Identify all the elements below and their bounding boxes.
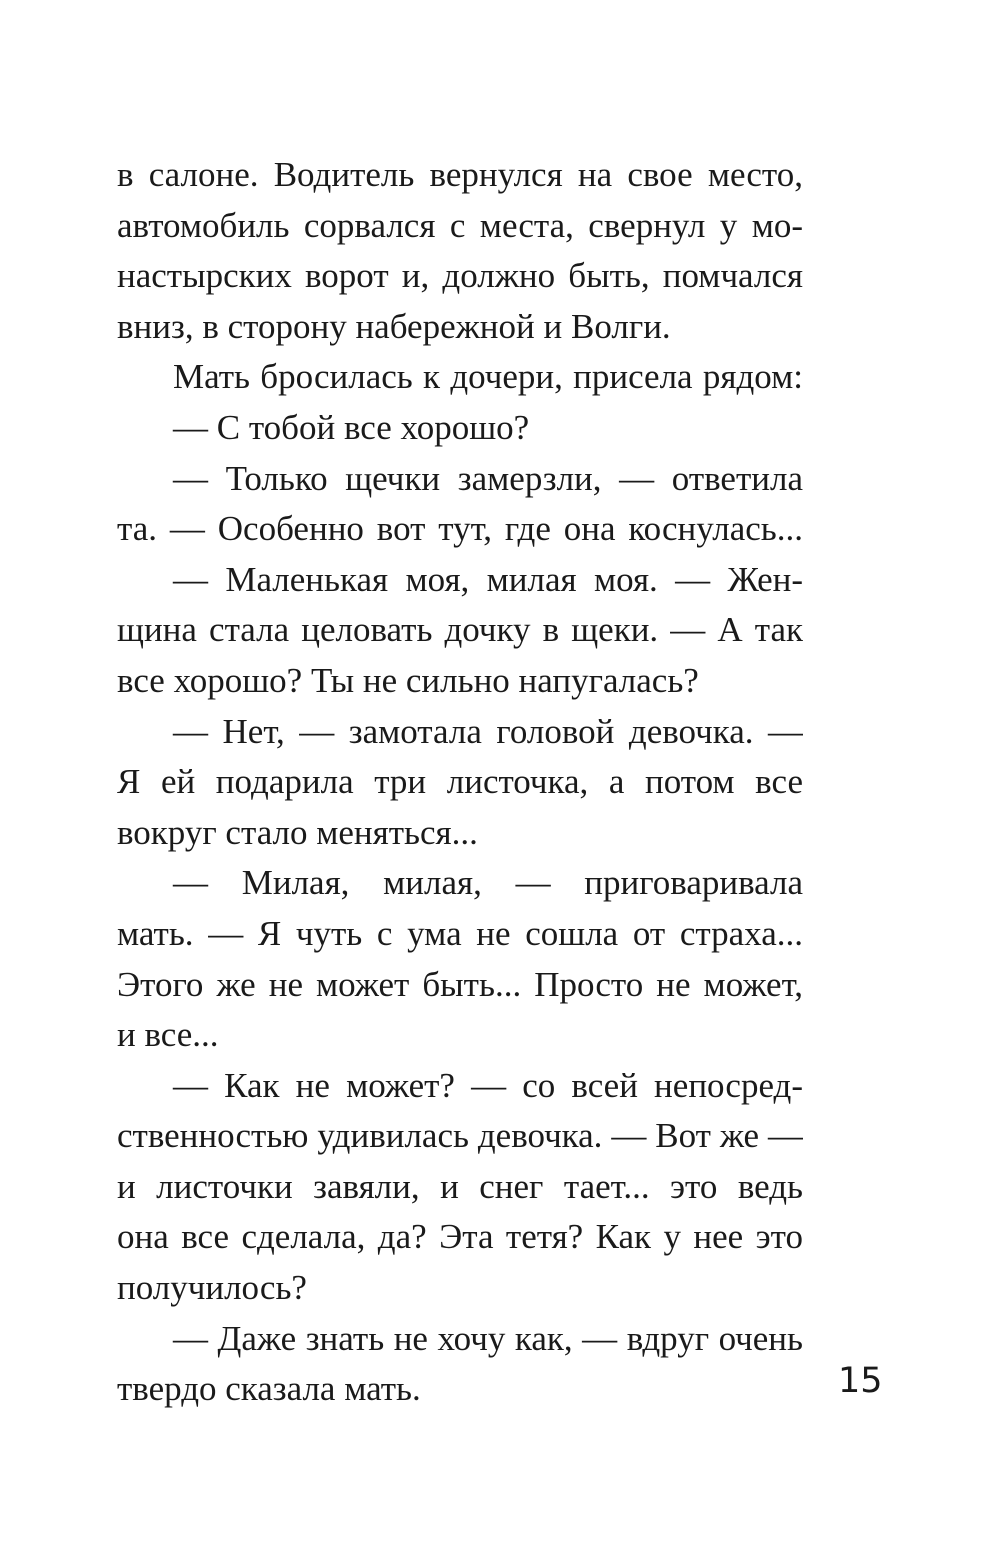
text-line: — Только щечки замерзли, — ответила bbox=[173, 458, 803, 498]
text-line: она все сделала, да? Эта тетя? Как у нее это bbox=[117, 1217, 803, 1257]
text-line: и все... bbox=[117, 1015, 219, 1055]
text-line: Мать бросилась к дочери, присела рядом: bbox=[173, 357, 803, 397]
text-line: в салоне. Водитель вернулся на свое место, bbox=[117, 155, 803, 194]
text-line: Этого же не может быть... Просто не может, bbox=[117, 964, 803, 1004]
text-line: щина стала целовать дочку в щеки. — А так bbox=[117, 610, 803, 650]
text-line: получилось? bbox=[117, 1268, 307, 1308]
text-line: — С тобой все хорошо? bbox=[173, 407, 530, 447]
text-line: автомобиль сорвался с места, свернул у мо- bbox=[117, 205, 803, 245]
text-line: — Нет, — замотала головой девочка. — bbox=[173, 711, 803, 751]
body-text bbox=[117, 150, 803, 1415]
text-line: та. — Особенно вот тут, где она коснулась... bbox=[117, 509, 803, 549]
text-line: мать. — Я чуть с ума не сошла от страха... bbox=[117, 913, 803, 953]
text-line: все хорошо? Ты не сильно напугалась? bbox=[117, 660, 699, 700]
text-line: вниз, в сторону набережной и Волги. bbox=[117, 306, 671, 346]
page-number: 15 bbox=[838, 1361, 883, 1401]
text-line: вокруг стало меняться... bbox=[117, 812, 478, 852]
text-line: Я ей подарила три листочка, а потом все bbox=[117, 762, 803, 802]
text-line: — Как не может? — со всей непосред- bbox=[173, 1065, 803, 1105]
text-line: — Милая, милая, — приговаривала bbox=[173, 863, 803, 903]
text-line: твердо сказала мать. bbox=[117, 1369, 421, 1409]
text-line: и листочки завяли, и снег тает... это ведь bbox=[117, 1166, 803, 1206]
text-line: ственностью удивилась девочка. — Вот же — bbox=[117, 1116, 803, 1156]
text-line: — Маленькая моя, милая моя. — Жен- bbox=[173, 559, 803, 599]
text-line: настырских ворот и, должно быть, помчался bbox=[117, 256, 803, 296]
text-line: — Даже знать не хочу как, — вдруг очень bbox=[173, 1318, 803, 1358]
